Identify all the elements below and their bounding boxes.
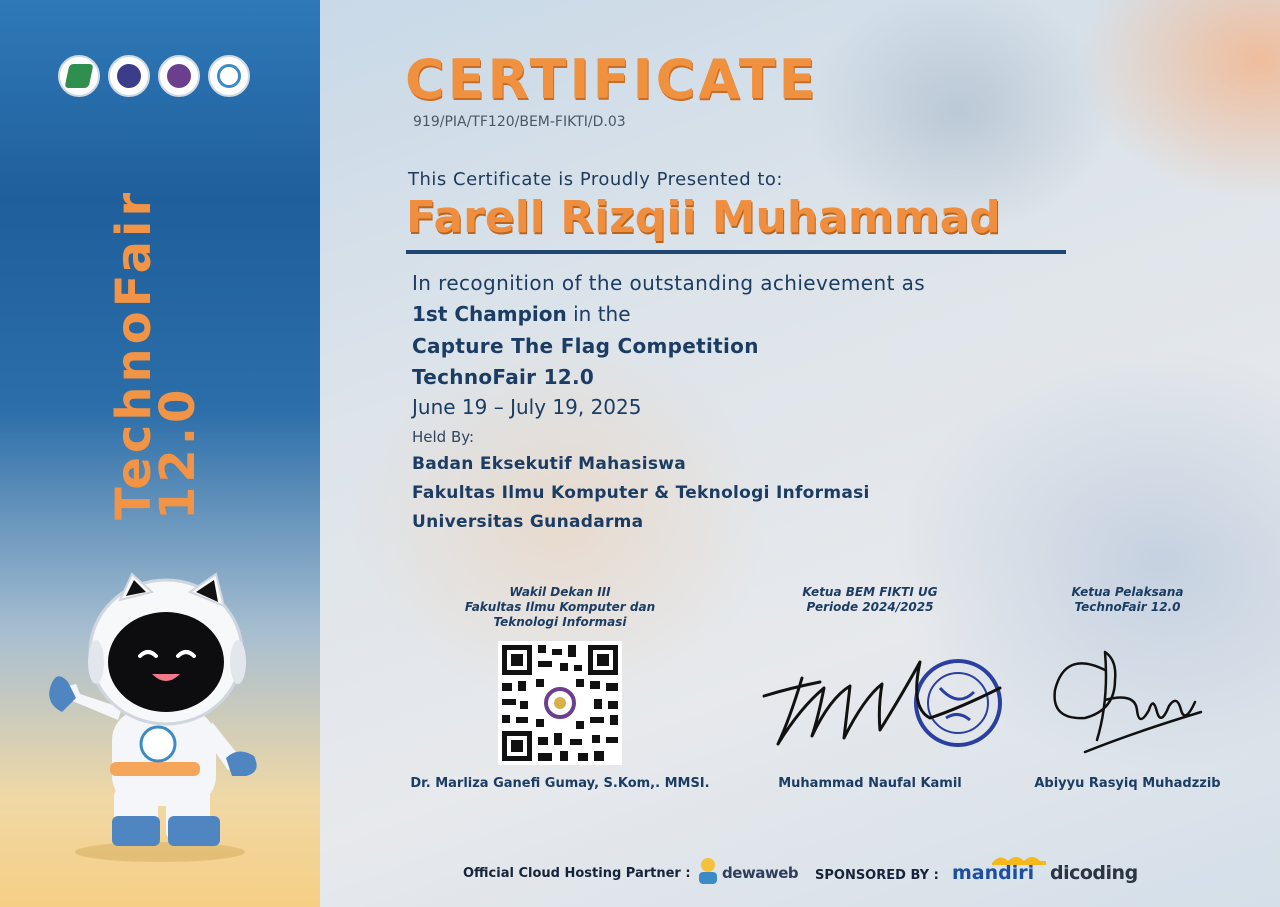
hosting-brand: dewaweb	[722, 864, 799, 882]
role-line: TechnoFair 12.0	[1074, 600, 1181, 614]
organizer-line: Fakultas Ilmu Komputer & Teknologi Informasi	[412, 483, 870, 503]
held-by-label: Held By:	[412, 428, 475, 446]
name-underline	[406, 250, 1066, 254]
hosting-partner-label: Official Cloud Hosting Partner :	[463, 866, 691, 881]
recognition-text: In recognition of the outstanding achievement as	[412, 271, 926, 295]
signature-image	[1045, 640, 1215, 765]
rank-suffix: in the	[573, 302, 631, 326]
organizer-line: Badan Eksekutif Mahasiswa	[412, 454, 687, 474]
organizer-line: Universitas Gunadarma	[412, 512, 644, 532]
certificate-title: CERTIFICATE	[405, 48, 819, 111]
logo-row	[58, 55, 250, 97]
technofair-logo	[58, 55, 100, 97]
event-name: TechnoFair 12.0	[412, 365, 595, 389]
sponsored-by-label: SPONSORED BY :	[815, 868, 939, 883]
signatory-role	[430, 585, 690, 630]
competition-name: Capture The Flag Competition	[412, 334, 759, 358]
role-line: Wakil Dekan III	[509, 585, 611, 599]
qr-code	[498, 641, 622, 765]
vertical-title-line1: TechnoFair	[106, 188, 162, 520]
sidebar	[0, 0, 320, 907]
role-line: Teknologi Informasi	[493, 615, 627, 629]
signatory-role	[1030, 585, 1225, 615]
role-line: Ketua Pelaksana	[1071, 585, 1184, 599]
recipient-name: Farell Rizqii Muhammad	[406, 192, 1001, 243]
role-line: Fakultas Ilmu Komputer dan	[464, 600, 656, 614]
bem-logo	[158, 55, 200, 97]
signature-image	[760, 648, 1010, 758]
sponsor-dicoding: dicoding	[1050, 862, 1138, 884]
rank-line	[412, 302, 631, 326]
signatory-name: Muhammad Naufal Kamil	[778, 776, 962, 791]
presented-to-label: This Certificate is Proudly Presented to:	[408, 169, 783, 190]
signatory-role	[760, 585, 980, 615]
qr-code-graphic	[498, 641, 622, 765]
mascot-illustration	[40, 570, 280, 870]
fikti-logo	[208, 55, 250, 97]
signatory-name: Abiyyu Rasyiq Muhadzzib	[1034, 776, 1221, 791]
rank: 1st Champion	[412, 302, 567, 326]
dewaweb-icon	[695, 856, 721, 886]
certificate-number: 919/PIA/TF120/BEM-FIKTI/D.03	[413, 114, 626, 130]
event-dates: June 19 – July 19, 2025	[412, 395, 642, 419]
role-line: Periode 2024/2025	[806, 600, 934, 614]
sponsor-mandiri: mandiri	[952, 862, 1035, 884]
vertical-title-line2: 12.0	[150, 385, 206, 520]
role-line: Ketua BEM FIKTI UG	[802, 585, 938, 599]
gunadarma-logo	[108, 55, 150, 97]
signatory-name: Dr. Marliza Ganefi Gumay, S.Kom,. MMSI.	[410, 776, 710, 791]
